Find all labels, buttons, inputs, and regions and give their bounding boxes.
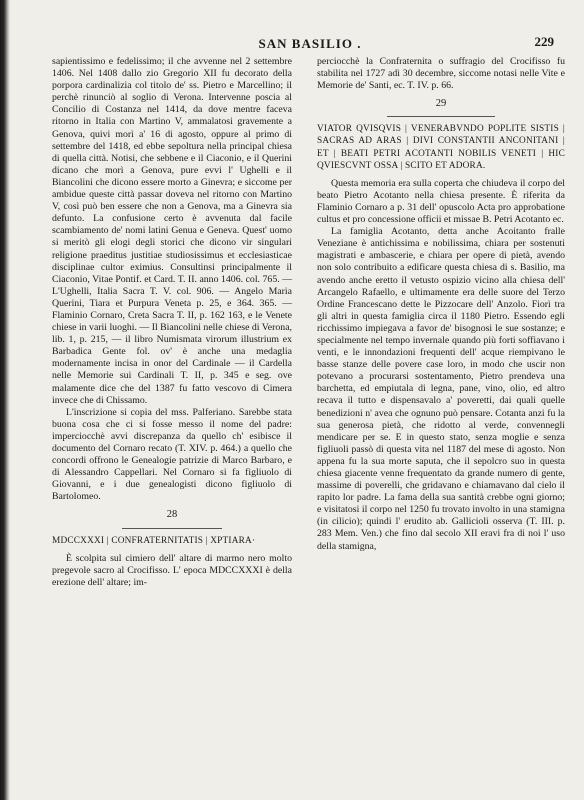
- section-number-29: 29: [435, 98, 447, 110]
- running-title: SAN BASILIO .: [258, 36, 362, 51]
- left-paragraph-2: L'inscrizione si copia del mss. Palferiano. Sarebbe stata buona cosa che ci si fosse messo il nome del padre: imperciocchè avvi discrepanza da quello ch' esibisce il documento del Cornaro recato (T. XIV. p. 464.) a quello che concordi offrono le Genealogie patrizie di Marco Barbaro, e di Alessandro Cappellari. Nel Cornaro si fa figliuolo di Giovanni, e i due genealogisti dicono figliuolo di Bartolomeo.: [52, 406, 292, 503]
- left-paragraph-1: sapientissimo e fedelissimo; il che avvenne nel 2 settembre 1406. Nel 1408 dallo zio Gregorio XII fu decorato della porpora cardinalizia col titolo de' ss. Pietro e Marcellino; il perchè rinunciò al soglio di Verona. Intervenne poscia al Concilio di Costanza nel 1414, da dove mentre faceva ritorno in Italia con Martino V, ammalatosi gravemente a Genova, quivi morì a' 16 di agosto, oppure al primo di settembre del 1418, ed ebbe sepoltura nella principal chiesa di quella città. Notisi, che sebbene e il Ciaconio, e il Querini dicano che morì a Genova, pure evvi l' Ughelli e il Biancolini che dicono essere morto a Ginevra; e siccome per ambidue queste città passar doveva nel ritorno con Martino V, così può ben essere che non a Genova, ma a Ginevra sia defunto. La confusione certo è avvenuta dal facile scambiamento de' nomi latini Genua e Geneva. Quest' uomo si meritò gli elogi degli storici che dicono vir singulari religione praeditus justitiae studiosissimus et ecclesiasticae disciplinae cultor eximius. Consultinsi principalmente il Ciaconio, Vitae Pontif. et Card. T. II. anno 1406. col. 765. — L'Ughelli, Italia Sacra T. V. col. 906. — Angelo Maria Querini, Tiara et Purpura Veneta p. 25, e 364. 365. — Flaminio Cornaro, Creta Sacra T. II, p. 162 163, e le Venete chiese in varii luoghi. — Il Biancolini nelle chiese di Verona, lib. 1, p. 215, — il libro Numismata virorum illustrium ex Barbadica Gente fol. ov' è anche una medaglia modernamente incisa in onor del Cardinale — il Cardella nelle Memorie sui Cardinali T. II, p. 345 e seg. ove malamente dice che del 1387 fu fatto vescovo di Cimera invece che di Chissamo.: [52, 56, 292, 406]
- inscription-29: VIATOR QVISQVIS | VENERABVNDO POPLITE SISTIS | SACRAS AD ARAS | DIVI CONSTANTII ANCONITANI | ET | BEATI PETRI ACOTANTI NOBILIS VENETI | HIC QVIESCVNT OSSA | SCITO ET ADORA.: [317, 124, 565, 171]
- right-paragraph-1: perciocchè la Confraternita o suffragio del Crocifisso fu stabilita nel 1727 adì 30 decembre, siccome notasi nelle Vite e Memorie de' Santi, ec. T. IV. p. 66.: [317, 56, 565, 92]
- right-column: [317, 56, 565, 553]
- page-binding-shadow: [0, 0, 10, 800]
- section-rule: [387, 116, 495, 117]
- section-number-28: 28: [166, 509, 178, 521]
- page-header: [60, 36, 560, 52]
- left-column: [52, 56, 292, 589]
- section-rule: [122, 528, 222, 529]
- right-paragraph-2: Questa memoria era sulla coperta che chiudeva il corpo del beato Pietro Acotanto nella chiesa presente. È riferita da Flaminio Cornaro a p. 31 dell' opuscolo Acta pro approbatione cultus et pro concessione officii et missae B. Petri Acotanto ec.: [317, 177, 565, 226]
- right-paragraph-3: La famiglia Acotanto, detta anche Acoitanto fralle Veneziane è antichissima e nobilissima, chiara per sostenuti magistrati e ambascerie, e chiara per opere di pietà, avendo non solo contribuito a edificare questa chiesa di s. Basilio, ma avendo anche eretto il vetusto ospizio vicino alla chiesa dell' Arcangelo Rafaello, e ultimamente era delle suore del Terzo Ordine Francescano dette le Pizzocare dell' Anzolo. Fiorì tra gli altri in questa famiglia circa il 1180 Pietro. Essendo egli ricchissimo impiegava a favor de' bisognosi le sue sostanze; e specialmente nel tempo invernale quando più forti soffiavano i venti, e le innondazioni frequenti dell' acque riempivano le basse stanze delle povere case loro, in modo che uscir non potevano a procurarsi sostentamento, Pietro prendeva una barchetta, ed empiutala di legna, pane, vino, olio, ed altro recava il tutto e dispensavalo a' poveretti, dai quali quelle benedizioni n' avea che ognuno può pensare. Cotanta anzi fu la sua generosa pietà, che ridotto al verde, convennegli mendicare per se. E in questo stato, senza moglie e senza figliuoli passò di questa vita nel 1187 del mese di agosto. Non appena fu la sua morte saputa, che il sepolcro suo in questa chiesa giacente venne frequentato da grande numero di gente, massime di poverelli, che gridavano e chiamavano dal cielo il rapito lor padre. La fama della sua santità crebbe ogni giorno; e visitatosi il corpo nel 1250 fu trovato involto in una stamigna (in cilicio); quindi l' erudito ab. Gallicioli osserva (T. III. p. 283 Mem. Ven.) che fino dal secolo XII eravi fra di noi l' uso della stamigna,: [317, 226, 565, 552]
- page-number: 229: [534, 34, 554, 49]
- inscription-28: MDCCXXXI | CONFRATERNITATIS | XPTIARA·: [52, 535, 256, 546]
- left-paragraph-3: È scolpita sul cimiero dell' altare di marmo nero molto pregevole sacro al Crocifisso. L' epoca MDCCXXXI è della erezione dell' altare; im-: [52, 552, 292, 588]
